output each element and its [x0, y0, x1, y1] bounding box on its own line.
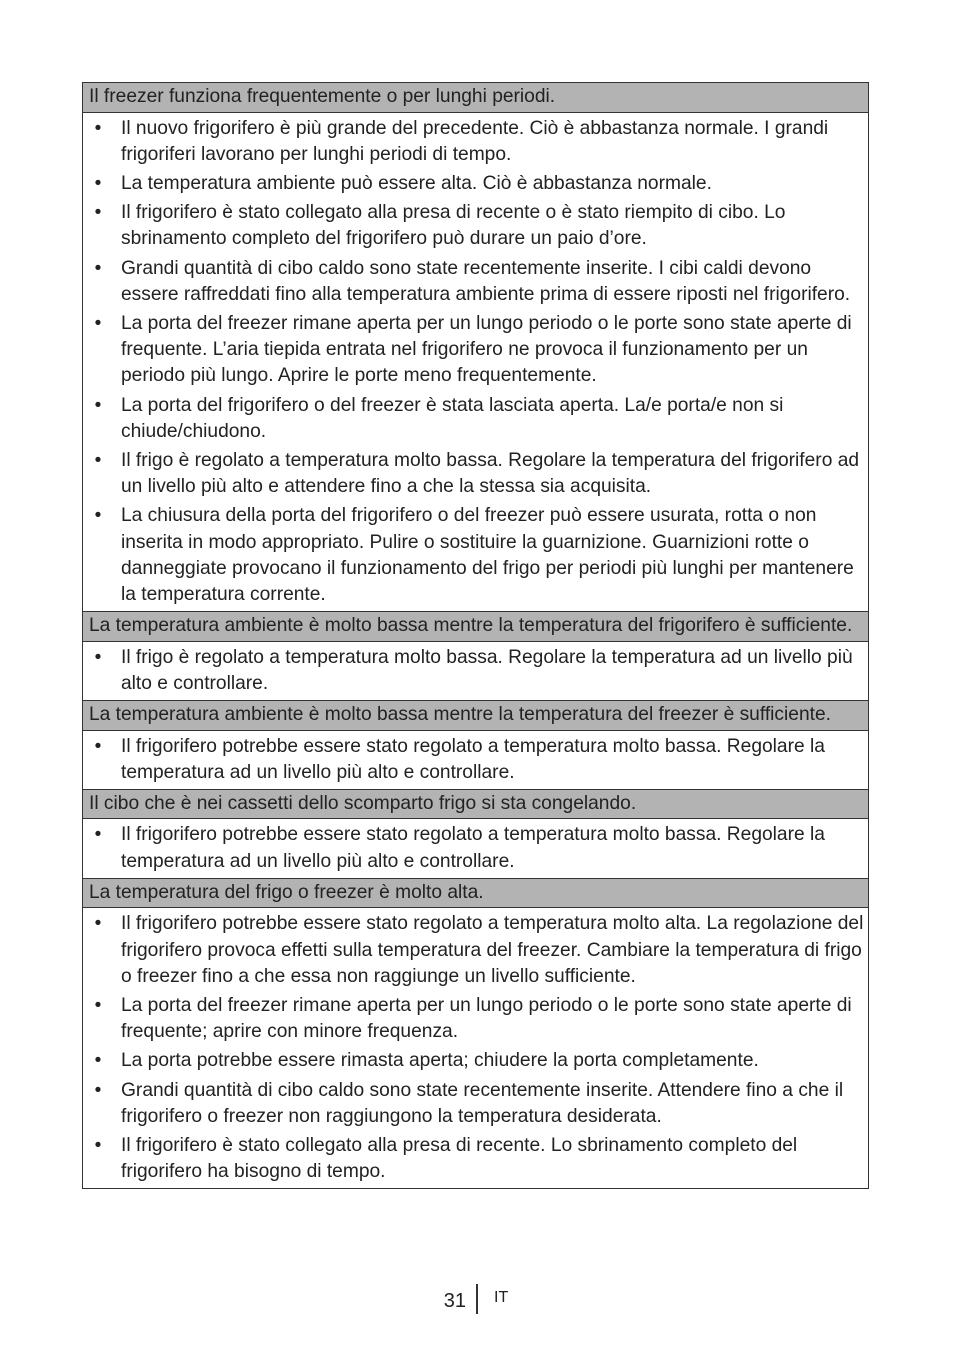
bullet-icon: • — [94, 824, 102, 846]
section-body — [82, 113, 869, 613]
list-item — [89, 311, 864, 390]
bullet-list — [89, 911, 864, 1185]
page-number: 31 — [443, 1290, 466, 1312]
list-item — [89, 734, 864, 786]
list-item-text: La temperatura ambiente può essere alta. Ciò è abbastanza normale. — [121, 172, 712, 194]
section-3 — [82, 701, 869, 790]
bullet-icon: • — [94, 1079, 102, 1101]
section-2 — [82, 612, 869, 701]
bullet-icon: • — [94, 913, 102, 935]
section-body — [82, 642, 869, 701]
list-item-text: Il frigo è regolato a temperatura molto bassa. Regolare la temperatura ad un livello più alto e controllare. — [121, 646, 853, 694]
list-item-text: Il nuovo frigorifero è più grande del precedente. Ciò è abbastanza normale. I grandi frigoriferi lavorano per lunghi periodi di tempo. — [121, 117, 829, 165]
section-4 — [82, 790, 869, 879]
list-item — [89, 171, 864, 197]
list-item — [89, 256, 864, 308]
bullet-icon: • — [94, 1050, 102, 1072]
page-footer — [0, 1284, 954, 1316]
list-item — [89, 1133, 864, 1185]
list-item-text: La porta potrebbe essere rimasta aperta; chiudere la porta completamente. — [121, 1050, 759, 1072]
list-item — [89, 393, 864, 445]
list-item-text: La porta del freezer rimane aperta per un lungo periodo o le porte sono state aperte di frequente; aprire con minore frequenza. — [121, 994, 852, 1043]
list-item-text: La chiusura della porta del frigorifero o del freezer può essere usurata, rotta o non inserita in modo appropriato. Pulire o sostituire la guarnizione. Guarnizioni rotte o danneggiate provocano il funzionamento del frigo per periodi più lunghi per mantenere la temperatura corrente. — [121, 505, 854, 605]
section-header: La temperatura del frigo o freezer è molto alta. — [82, 879, 869, 909]
section-header: Il freezer funziona frequentemente o per lunghi periodi. — [82, 83, 869, 113]
bullet-icon: • — [94, 172, 102, 194]
bullet-list — [89, 116, 864, 609]
language-code: IT — [494, 1289, 509, 1306]
footer-divider — [476, 1284, 478, 1314]
list-item-text: Il frigorifero potrebbe essere stato regolato a temperatura molto alta. La regolazione del frigorifero provoca effetti sulla temperatura del freezer. Cambiare la temperatura di frigo o freezer fino a che essa non raggiunge un livello sufficiente. — [121, 913, 864, 987]
section-header: La temperatura ambiente è molto bassa mentre la temperatura del frigorifero è sufficiente. — [82, 612, 869, 642]
section-body — [82, 819, 869, 878]
list-item — [89, 1048, 864, 1074]
troubleshooting-table — [82, 82, 869, 1189]
bullet-icon: • — [94, 117, 102, 139]
list-item — [89, 822, 864, 874]
bullet-icon: • — [94, 505, 102, 527]
bullet-icon: • — [94, 449, 102, 471]
section-1 — [82, 83, 869, 612]
bullet-list — [89, 734, 864, 786]
bullet-icon: • — [94, 646, 102, 668]
list-item — [89, 503, 864, 608]
bullet-icon: • — [94, 1135, 102, 1156]
list-item — [89, 448, 864, 500]
list-item — [89, 911, 864, 990]
list-item — [89, 200, 864, 252]
list-item-text: Il frigorifero è stato collegato alla presa di recente. Lo sbrinamento completo del frigorifero ha bisogno di tempo. — [121, 1135, 798, 1183]
list-item — [89, 116, 864, 168]
list-item-text: Il frigo è regolato a temperatura molto bassa. Regolare la temperatura del frigorifero ad un livello più alto e attendere fino a che la stessa sia acquisita. — [121, 449, 860, 498]
bullet-icon: • — [94, 394, 102, 416]
list-item-text: La porta del frigorifero o del freezer è stata lasciata aperta. La/e porta/e non si chiude/chiudono. — [121, 394, 784, 442]
bullet-list — [89, 645, 864, 697]
bullet-icon: • — [94, 202, 102, 224]
section-5 — [82, 879, 869, 1190]
bullet-icon: • — [94, 312, 102, 334]
list-item-text: La porta del freezer rimane aperta per un lungo periodo o le porte sono state aperte di frequente. L’aria tiepida entrata nel frigorifero ne provoca il funzionamento per un periodo più lungo. Aprire le porte meno frequentemente. — [121, 312, 852, 387]
list-item-text: Grandi quantità di cibo caldo sono state recentemente inserite. Attendere fino a che il frigorifero o freezer non raggiungono la temperatura desiderata. — [121, 1079, 844, 1127]
section-body — [82, 731, 869, 790]
section-header: La temperatura ambiente è molto bassa mentre la temperatura del freezer è sufficiente. — [82, 701, 869, 731]
bullet-icon: • — [94, 257, 102, 279]
list-item-text: Il frigorifero è stato collegato alla presa di recente o è stato riempito di cibo. Lo sbrinamento completo del frigorifero può durare un paio d’ore. — [121, 202, 786, 250]
bullet-icon: • — [94, 994, 102, 1016]
list-item — [89, 645, 864, 697]
bullet-icon: • — [94, 735, 102, 757]
section-header: Il cibo che è nei cassetti dello scomparto frigo si sta congelando. — [82, 790, 869, 820]
list-item-text: Il frigorifero potrebbe essere stato regolato a temperatura molto bassa. Regolare la temperatura ad un livello più alto e controllare. — [121, 735, 825, 783]
bullet-list — [89, 822, 864, 874]
list-item-text: Grandi quantità di cibo caldo sono state recentemente inserite. I cibi caldi devono essere raffreddati fino alla temperatura ambiente prima di essere riposti nel frigorifero. — [121, 257, 851, 305]
section-body — [82, 908, 869, 1189]
list-item-text: Il frigorifero potrebbe essere stato regolato a temperatura molto bassa. Regolare la temperatura ad un livello più alto e controllare. — [121, 824, 825, 872]
list-item — [89, 1078, 864, 1130]
list-item — [89, 993, 864, 1045]
